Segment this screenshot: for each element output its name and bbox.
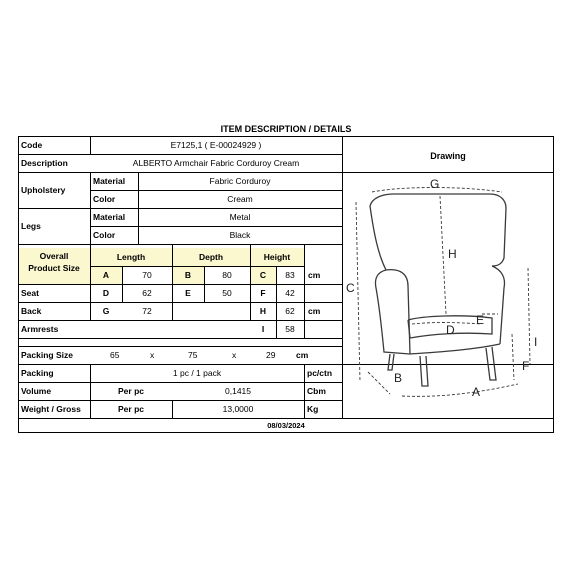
legs-material-label: Material xyxy=(93,212,126,222)
dim-a-value: 70 xyxy=(142,270,152,280)
dim-i-value: 58 xyxy=(285,324,295,334)
dim-d-value: 62 xyxy=(142,288,152,298)
dim-e-label: E xyxy=(185,288,191,298)
dim-h-label: H xyxy=(259,306,267,316)
spec-sheet xyxy=(18,122,554,434)
length-header: Length xyxy=(116,252,146,262)
dim-letter-b: B xyxy=(394,371,403,385)
overall-unit: cm xyxy=(308,270,321,280)
volume-per: Per pc xyxy=(118,386,144,396)
dim-letter-c: C xyxy=(346,281,355,295)
packing-size-v3: 29 xyxy=(266,350,276,360)
armchair-drawing xyxy=(342,174,554,404)
armchair-dimension-diagram xyxy=(342,174,554,404)
weight-label: Weight / Gross xyxy=(21,404,81,414)
packing-unit: pc/ctn xyxy=(307,368,333,378)
upholstery-color: Cream xyxy=(227,194,253,204)
volume-unit: Cbm xyxy=(307,386,326,396)
packing-label: Packing xyxy=(21,368,54,378)
upholstery-color-label: Color xyxy=(93,194,116,204)
dim-b-value: 80 xyxy=(222,270,232,280)
seat-label: Seat xyxy=(21,288,39,298)
dim-f-value: 42 xyxy=(285,288,295,298)
depth-header: Depth xyxy=(198,252,224,262)
packing-size-unit: cm xyxy=(296,350,309,360)
dim-f-label: F xyxy=(260,288,266,298)
dim-e-value: 50 xyxy=(222,288,232,298)
dim-letter-a: A xyxy=(472,385,481,399)
packing-size-label: Packing Size xyxy=(21,350,73,360)
legs-label: Legs xyxy=(21,221,41,231)
overall-label-1: Overall xyxy=(39,251,69,261)
dim-letter-i: I xyxy=(534,335,538,349)
dim-c-label: C xyxy=(259,270,267,280)
overall-label-2: Product Size xyxy=(28,263,80,273)
weight-value: 13,0000 xyxy=(222,404,254,414)
legs-color-label: Color xyxy=(93,230,116,240)
dim-d-label: D xyxy=(102,288,110,298)
packing-size-x1: x xyxy=(150,350,155,360)
upholstery-material-label: Material xyxy=(93,176,126,186)
weight-unit: Kg xyxy=(307,404,319,414)
upholstery-label: Upholstery xyxy=(21,185,66,195)
dim-letter-h: H xyxy=(448,247,457,261)
legs-color: Black xyxy=(229,230,251,240)
description-value: ALBERTO Armchair Fabric Corduroy Cream xyxy=(132,158,300,168)
dim-a-label: A xyxy=(102,270,110,280)
sheet-date: 08/03/2024 xyxy=(267,421,305,430)
packing-size-x2: x xyxy=(232,350,237,360)
code-value: E7125,1 ( E-00024929 ) xyxy=(170,140,262,150)
dim-g-label: G xyxy=(102,306,110,316)
dim-letter-e: E xyxy=(476,313,485,327)
packing-size-v1: 65 xyxy=(110,350,120,360)
packing-value: 1 pc / 1 pack xyxy=(172,368,222,378)
legs-material: Metal xyxy=(229,212,251,222)
dim-b-label: B xyxy=(184,270,192,280)
packing-size-v2: 75 xyxy=(188,350,198,360)
description-label: Description xyxy=(21,158,68,168)
height-header: Height xyxy=(263,252,291,262)
code-label: Code xyxy=(21,140,43,150)
dim-letter-g: G xyxy=(430,177,440,191)
dim-h-value: 62 xyxy=(285,306,295,316)
back-label: Back xyxy=(21,306,42,316)
armrests-label: Armrests xyxy=(21,324,59,334)
volume-value: 0,1415 xyxy=(225,386,251,396)
dim-c-value: 83 xyxy=(285,270,295,280)
back-unit: cm xyxy=(308,306,321,316)
drawing-label: Drawing xyxy=(430,151,466,161)
volume-label: Volume xyxy=(21,386,52,396)
dim-g-value: 72 xyxy=(142,306,152,316)
dim-letter-f: F xyxy=(522,359,530,373)
dim-i-label: I xyxy=(261,324,265,334)
upholstery-material: Fabric Corduroy xyxy=(209,176,271,186)
sheet-title: ITEM DESCRIPTION / DETAILS xyxy=(220,124,352,134)
weight-per: Per pc xyxy=(118,404,144,414)
dim-letter-d: D xyxy=(446,323,455,337)
